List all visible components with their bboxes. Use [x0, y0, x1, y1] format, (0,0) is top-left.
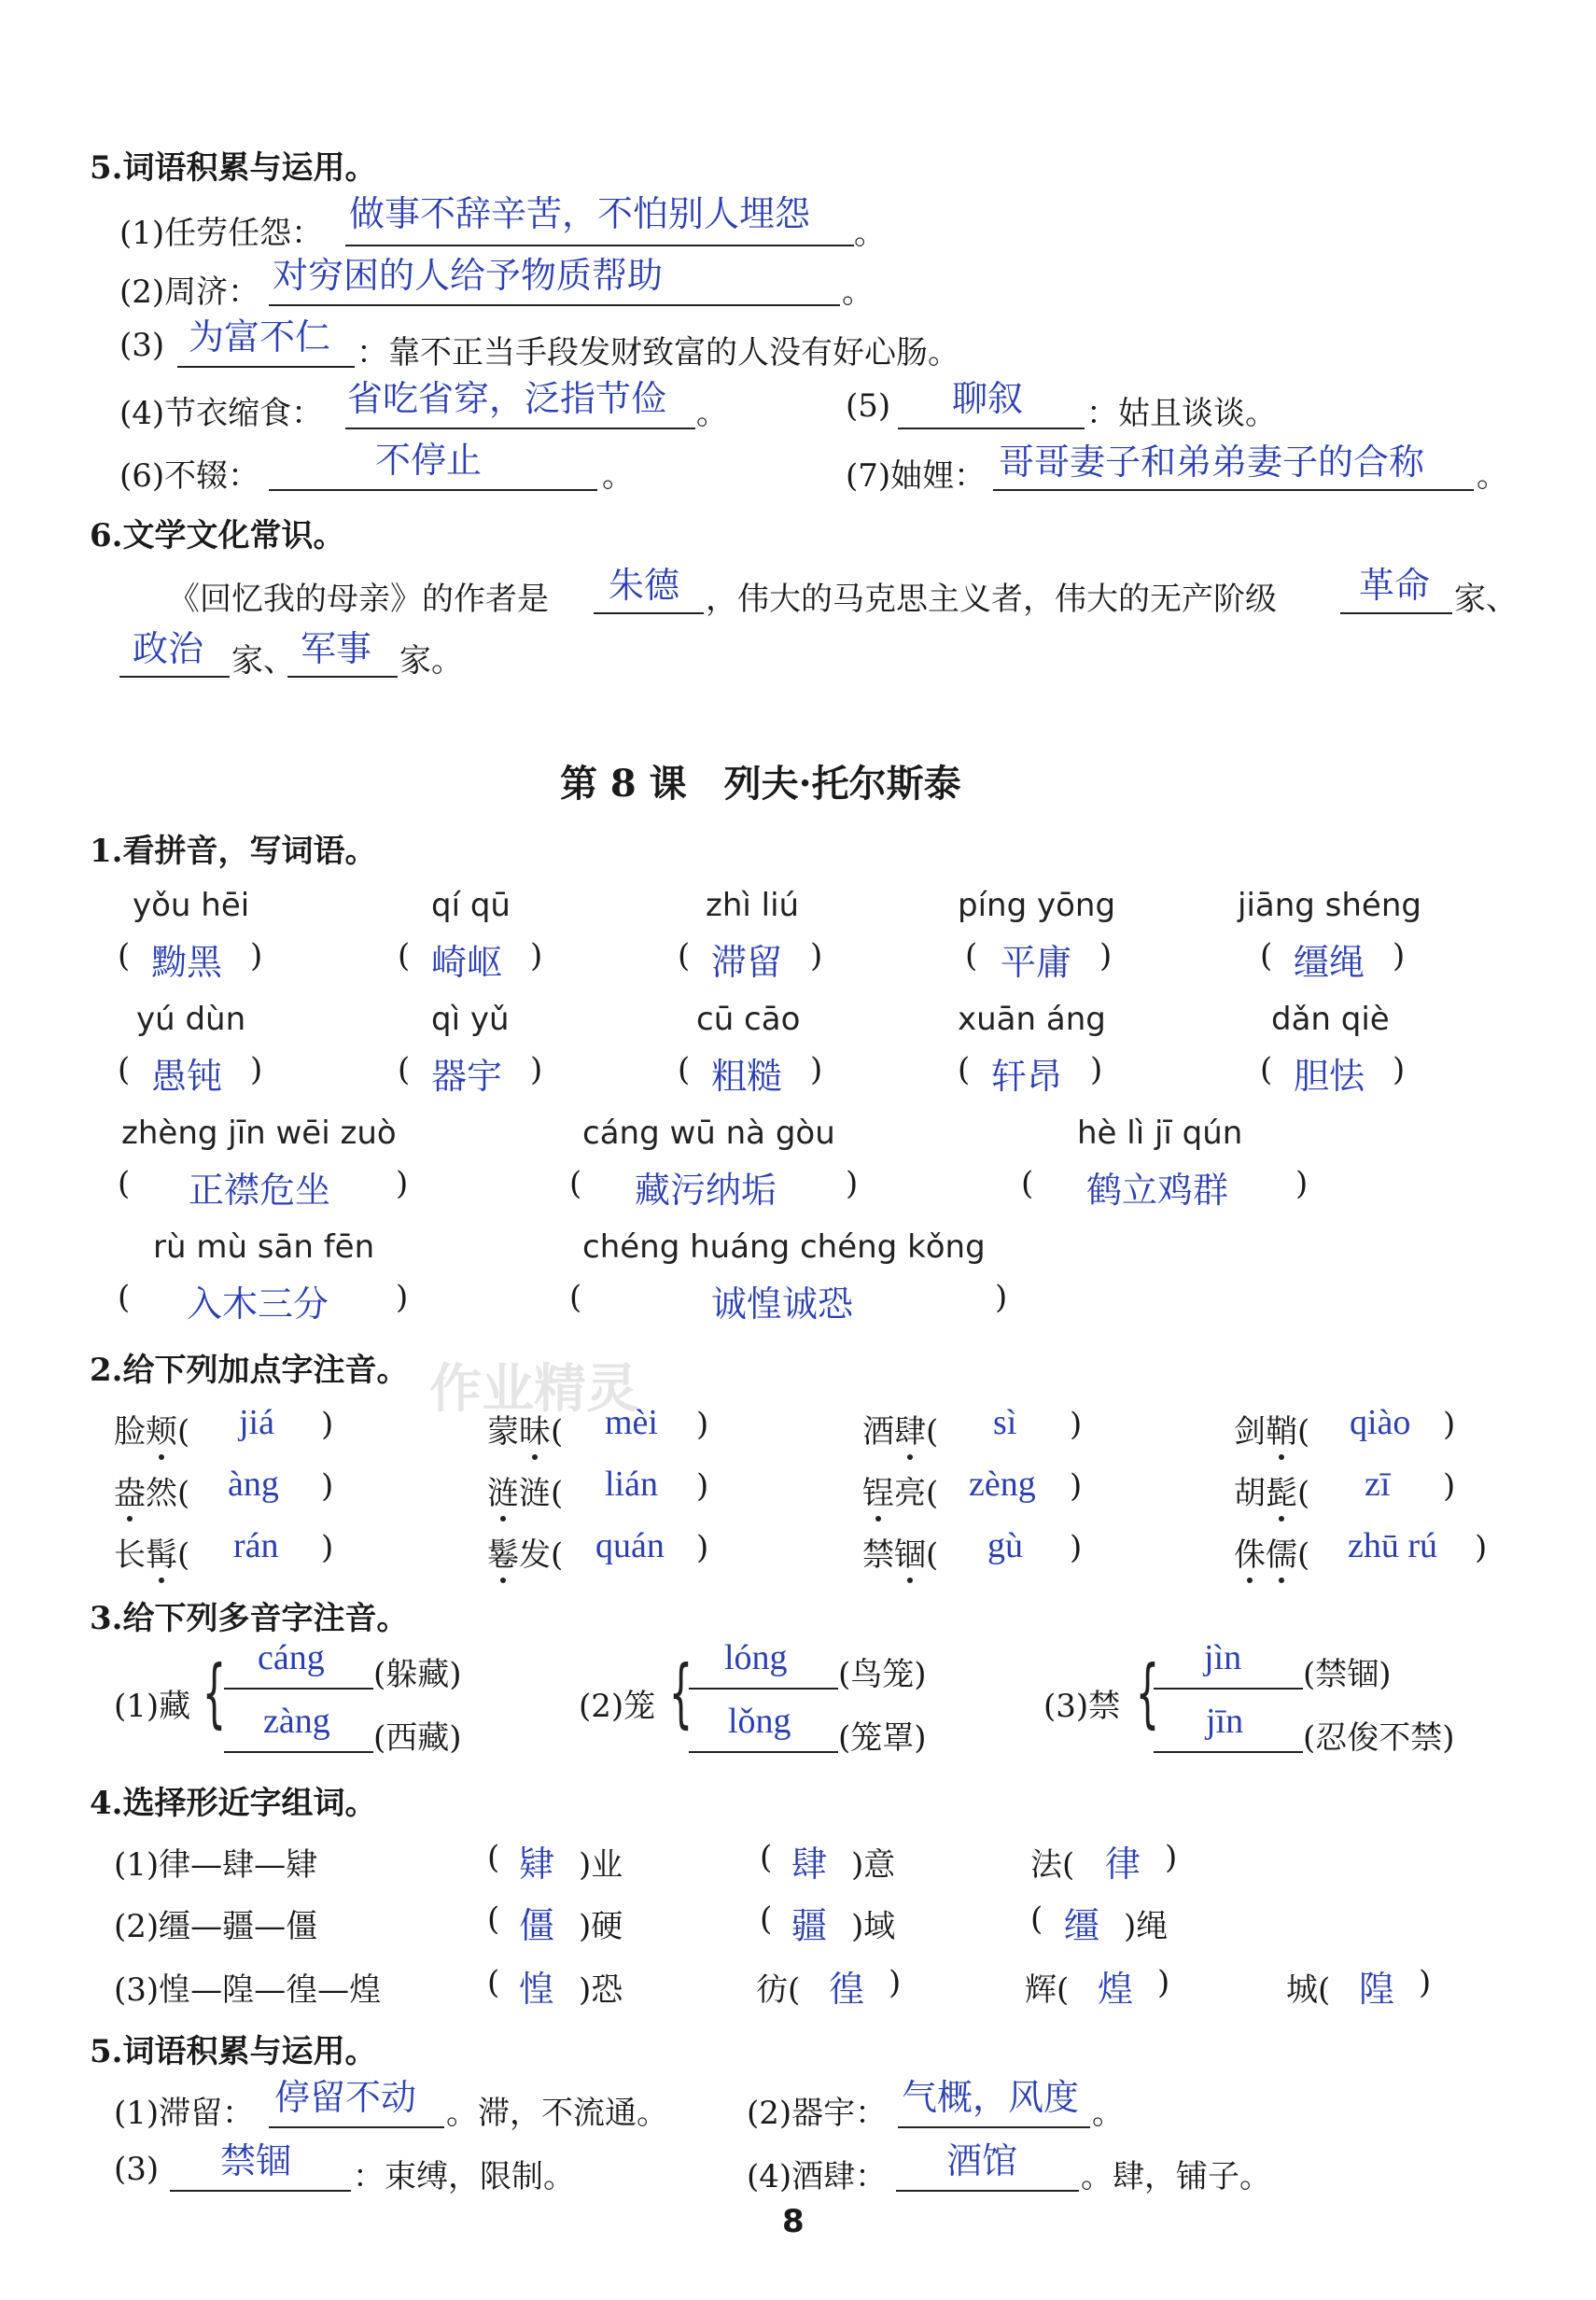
answer: lián	[605, 1465, 658, 1504]
item-2-label: (2)周济：	[119, 273, 260, 311]
q2-word: 鬈发(	[487, 1536, 564, 1574]
paren: (	[1260, 1051, 1273, 1088]
paren: )	[250, 937, 263, 975]
pinyin: hè lì jī qún	[1077, 1115, 1243, 1152]
answer: zī	[1365, 1465, 1391, 1504]
paren: (	[1030, 1900, 1043, 1938]
answer: 为富不仁	[189, 316, 331, 358]
pinyin: yǒu hēi	[133, 887, 250, 924]
answer: 缰绳	[1294, 942, 1365, 983]
answer: 禁锢	[220, 2140, 292, 2181]
literature-text: 家、	[231, 642, 295, 680]
answer: 平庸	[1001, 942, 1072, 983]
literature-text: 家、	[1454, 581, 1518, 618]
q4-row-3-label: (3)惶—隍—徨—煌	[114, 1971, 382, 2009]
paren: (	[398, 937, 411, 975]
q4-prefix: 彷(	[756, 1971, 801, 2009]
paren: )	[995, 1279, 1008, 1316]
pinyin: qí qū	[431, 887, 511, 924]
answer: 轩昂	[991, 1056, 1063, 1097]
q5-heading: 5.词语积累与运用。	[90, 2033, 377, 2070]
paren: (	[760, 1839, 773, 1876]
answer-line	[224, 1751, 373, 1753]
brace: {	[1135, 1649, 1160, 1736]
answer: 正襟危坐	[189, 1170, 331, 1211]
paren: )	[1157, 1964, 1170, 2001]
section-5-heading: 5.词语积累与运用。	[90, 149, 377, 187]
answer: àng	[228, 1465, 279, 1504]
paren: (	[398, 1051, 411, 1088]
item-5-label: (5)	[846, 387, 891, 425]
answer: 粗糙	[711, 1056, 783, 1097]
q3-word: (禁锢)	[1303, 1656, 1392, 1693]
answer: 不停止	[375, 440, 483, 481]
q4-prefix: 法(	[1030, 1846, 1075, 1884]
pinyin: zhì liú	[706, 887, 800, 924]
answer: zèng	[969, 1465, 1036, 1504]
answer: 藏污纳垢	[635, 1170, 777, 1211]
paren: )	[1393, 1051, 1406, 1088]
paren: )	[1070, 1529, 1083, 1566]
lesson-title: 第 8 课 列夫·托尔斯泰	[560, 762, 961, 806]
answer-line	[269, 304, 840, 306]
answer: 鹤立鸡群	[1086, 1170, 1229, 1211]
answer: 隍	[1359, 1969, 1395, 2010]
q3-word: (西藏)	[373, 1719, 462, 1757]
answer: 器宇	[431, 1056, 503, 1097]
q4-row-1-label: (1)律—肆—肄	[114, 1846, 318, 1884]
punct: 。	[1092, 2095, 1124, 2132]
paren: )	[530, 1051, 543, 1088]
paren: (	[569, 1165, 582, 1202]
paren: )	[1295, 1165, 1309, 1202]
punct: 。	[602, 457, 634, 495]
paren: (	[118, 1051, 131, 1088]
q2-word: 胡髭(	[1234, 1475, 1310, 1512]
q5-item-3-label: (3)	[114, 2151, 160, 2188]
answer: jìn	[1204, 1638, 1242, 1677]
paren: )	[1099, 937, 1113, 975]
answer-line	[345, 428, 695, 429]
paren: (	[678, 937, 691, 975]
answer-line	[119, 676, 230, 678]
answer: 做事不辞辛苦，不怕别人埋怨	[349, 193, 811, 234]
q2-word: 酒肆(	[862, 1413, 939, 1451]
q5-item-1-note: 。滞，不流通。	[446, 2095, 668, 2132]
answer-revolution: 革命	[1359, 565, 1431, 606]
answer-line	[224, 1688, 373, 1690]
paren: )	[530, 937, 543, 975]
q4-suffix: )业	[579, 1846, 623, 1884]
pinyin: jiāng shéng	[1238, 887, 1421, 924]
answer: 缰	[1064, 1905, 1100, 1946]
answer: mèi	[605, 1403, 658, 1442]
q4-suffix: )硬	[579, 1908, 623, 1945]
q5-item-3-definition: ：束缚，限制。	[353, 2158, 575, 2195]
pinyin: píng yōng	[958, 887, 1116, 924]
q5-item-4-note: 。肆，铺子。	[1081, 2158, 1271, 2195]
paren: )	[1419, 1964, 1432, 2001]
answer: 哥哥妻子和弟弟妻子的合称	[999, 442, 1425, 483]
answer-line	[1340, 612, 1452, 614]
literature-text: 家。	[399, 642, 463, 680]
item-7-label: (7)妯娌：	[846, 457, 987, 495]
answer: 律	[1105, 1844, 1141, 1885]
q3-word: (躲藏)	[373, 1656, 462, 1693]
answer: 省吃省穿，泛指节俭	[347, 378, 667, 419]
paren: )	[1070, 1406, 1083, 1443]
literature-text: ，伟大的马克思主义者，伟大的无产阶级	[706, 581, 1277, 618]
q3-group-1-label: (1)藏	[114, 1688, 191, 1725]
paren: )	[810, 937, 823, 975]
answer-line	[896, 2190, 1079, 2192]
q4-suffix: )意	[851, 1846, 896, 1884]
answer-line	[689, 1751, 838, 1753]
punct: 。	[854, 215, 886, 252]
q4-suffix: )绳	[1124, 1908, 1169, 1945]
q2-word: 长髯(	[114, 1536, 190, 1574]
q2-word: 蒙昧(	[487, 1413, 564, 1451]
punct: 。	[696, 395, 728, 432]
paren: (	[760, 1900, 773, 1938]
brace: {	[668, 1649, 693, 1736]
answer-line	[993, 489, 1474, 491]
answer: 疆	[791, 1905, 828, 1946]
q3-heading: 3.给下列多音字注音。	[90, 1600, 409, 1637]
answer: cáng	[258, 1638, 325, 1677]
paren: )	[250, 1051, 263, 1088]
answer-line	[269, 489, 597, 491]
answer-line	[594, 612, 704, 614]
paren: (	[965, 937, 978, 975]
paren: (	[118, 937, 131, 975]
paren: )	[810, 1051, 823, 1088]
answer: zhū rú	[1348, 1526, 1438, 1565]
answer-line	[689, 1688, 838, 1690]
watermark: 作业精灵	[429, 1359, 638, 1420]
punct: 。	[1477, 457, 1508, 495]
q2-word: 涟涟(	[487, 1475, 564, 1512]
pinyin: dǎn qiè	[1271, 1001, 1390, 1038]
answer: 僵	[519, 1905, 555, 1946]
q4-heading: 4.选择形近字组词。	[90, 1785, 377, 1822]
answer: 愚钝	[151, 1056, 223, 1097]
paren: (	[1260, 937, 1273, 975]
answer-line	[1154, 1688, 1303, 1690]
brace: {	[202, 1649, 227, 1736]
paren: )	[1165, 1839, 1178, 1876]
answer-military: 军事	[301, 628, 372, 669]
paren: )	[321, 1406, 334, 1443]
paren: )	[889, 1964, 902, 2001]
answer: jiá	[239, 1403, 274, 1442]
pinyin: chéng huáng chéng kǒng	[582, 1228, 986, 1266]
q3-word: (笼罩)	[838, 1719, 927, 1757]
paren: )	[846, 1165, 859, 1202]
answer: quán	[595, 1526, 665, 1565]
answer-line	[898, 2126, 1090, 2128]
q4-prefix: 辉(	[1025, 1971, 1070, 2009]
q2-heading: 2.给下列加点字注音。	[90, 1352, 409, 1389]
q3-word: (忍俊不禁)	[1303, 1719, 1455, 1757]
answer: 肆	[791, 1844, 828, 1885]
paren: )	[321, 1529, 334, 1566]
answer-politics: 政治	[133, 628, 204, 669]
answer: 惶	[519, 1969, 555, 2010]
answer-line	[1154, 1751, 1303, 1753]
answer: 黝黑	[151, 942, 223, 983]
paren: )	[1393, 937, 1406, 975]
answer-line	[898, 428, 1085, 429]
pinyin: cáng wū nà gòu	[582, 1115, 835, 1152]
paren: )	[1070, 1467, 1083, 1505]
paren: (	[487, 1964, 500, 2001]
pinyin: zhèng jīn wēi zuò	[121, 1115, 397, 1152]
q3-group-3-label: (3)禁	[1043, 1688, 1121, 1725]
answer: 崎岖	[431, 942, 503, 983]
q4-prefix: 城(	[1286, 1971, 1331, 2009]
pinyin: qì yǔ	[431, 1001, 510, 1038]
paren: )	[396, 1165, 409, 1202]
answer: 煌	[1098, 1969, 1134, 2010]
q4-suffix: )恐	[579, 1971, 623, 2009]
paren: (	[487, 1900, 500, 1938]
q2-word: 禁锢(	[862, 1536, 939, 1574]
item-5-definition: ：姑且谈谈。	[1086, 395, 1277, 432]
paren: (	[118, 1165, 131, 1202]
q5-item-4-label: (4)酒肆：	[747, 2158, 888, 2195]
paren: (	[958, 1051, 971, 1088]
q3-word: (鸟笼)	[838, 1656, 927, 1693]
answer: 肄	[519, 1844, 555, 1885]
paren: (	[678, 1051, 691, 1088]
q2-word: 侏儒(	[1234, 1536, 1310, 1574]
answer: rán	[233, 1526, 279, 1565]
section-6-heading: 6.文学文化常识。	[90, 517, 345, 554]
paren: )	[696, 1406, 709, 1443]
answer: 气概，风度	[902, 2077, 1080, 2118]
answer-line	[287, 676, 398, 678]
q2-word: 脸颊(	[114, 1413, 190, 1451]
paren: (	[1021, 1165, 1034, 1202]
q2-word: 锃亮(	[862, 1475, 939, 1512]
literature-text: 《回忆我的母亲》的作者是	[168, 581, 549, 618]
answer: qiào	[1350, 1403, 1411, 1442]
answer: jīn	[1206, 1702, 1244, 1741]
item-1-label: (1)任劳任怨：	[119, 215, 324, 252]
punct: 。	[842, 273, 874, 311]
answer: zàng	[263, 1702, 330, 1741]
answer: 聊叙	[952, 378, 1024, 419]
paren: )	[696, 1529, 709, 1566]
paren: )	[1443, 1467, 1456, 1505]
answer: gù	[987, 1526, 1023, 1565]
q2-word: 剑鞘(	[1234, 1413, 1310, 1451]
paren: )	[396, 1279, 409, 1316]
answer: 诚惶诚恐	[711, 1283, 854, 1325]
paren: (	[569, 1279, 582, 1316]
answer: 入木三分	[187, 1283, 329, 1325]
pinyin: rù mù sān fēn	[153, 1228, 375, 1266]
pinyin: cū cāo	[696, 1001, 801, 1038]
answer: lóng	[724, 1638, 788, 1677]
q5-item-2-label: (2)器宇：	[747, 2095, 888, 2132]
q1-heading: 1.看拼音，写词语。	[90, 833, 377, 870]
q5-item-1-label: (1)滞留：	[114, 2095, 255, 2132]
page-number: 8	[782, 2203, 805, 2240]
item-4-label: (4)节衣缩食：	[119, 395, 324, 432]
answer: 酒馆	[946, 2140, 1018, 2181]
item-3-label: (3)	[119, 327, 165, 364]
answer: 胆怯	[1294, 1056, 1365, 1097]
answer-line	[269, 2126, 444, 2128]
q3-group-2-label: (2)笼	[579, 1688, 656, 1725]
paren: )	[696, 1467, 709, 1505]
paren: )	[321, 1467, 334, 1505]
answer-line	[177, 366, 355, 368]
item-3-definition: ：靠不正当手段发财致富的人没有好心肠。	[357, 334, 959, 372]
paren: (	[487, 1839, 500, 1876]
answer-line	[170, 2190, 351, 2192]
item-6-label: (6)不辍：	[119, 457, 260, 495]
answer: lǒng	[728, 1702, 791, 1741]
paren: )	[1475, 1529, 1488, 1566]
answer: 对穷困的人给予物质帮助	[273, 255, 664, 296]
paren: )	[1443, 1406, 1456, 1443]
paren: (	[118, 1279, 131, 1316]
answer: sì	[993, 1403, 1017, 1442]
q4-suffix: )域	[851, 1908, 896, 1945]
answer: 滞留	[711, 942, 783, 983]
answer: 停留不动	[274, 2077, 417, 2118]
pinyin: xuān áng	[958, 1001, 1106, 1038]
answer: 徨	[829, 1969, 865, 2010]
answer-author: 朱德	[609, 565, 680, 606]
q4-row-2-label: (2)缰—疆—僵	[114, 1908, 318, 1945]
paren: )	[1090, 1051, 1103, 1088]
pinyin: yú dùn	[136, 1001, 246, 1038]
q2-word: 盎然(	[114, 1475, 190, 1512]
